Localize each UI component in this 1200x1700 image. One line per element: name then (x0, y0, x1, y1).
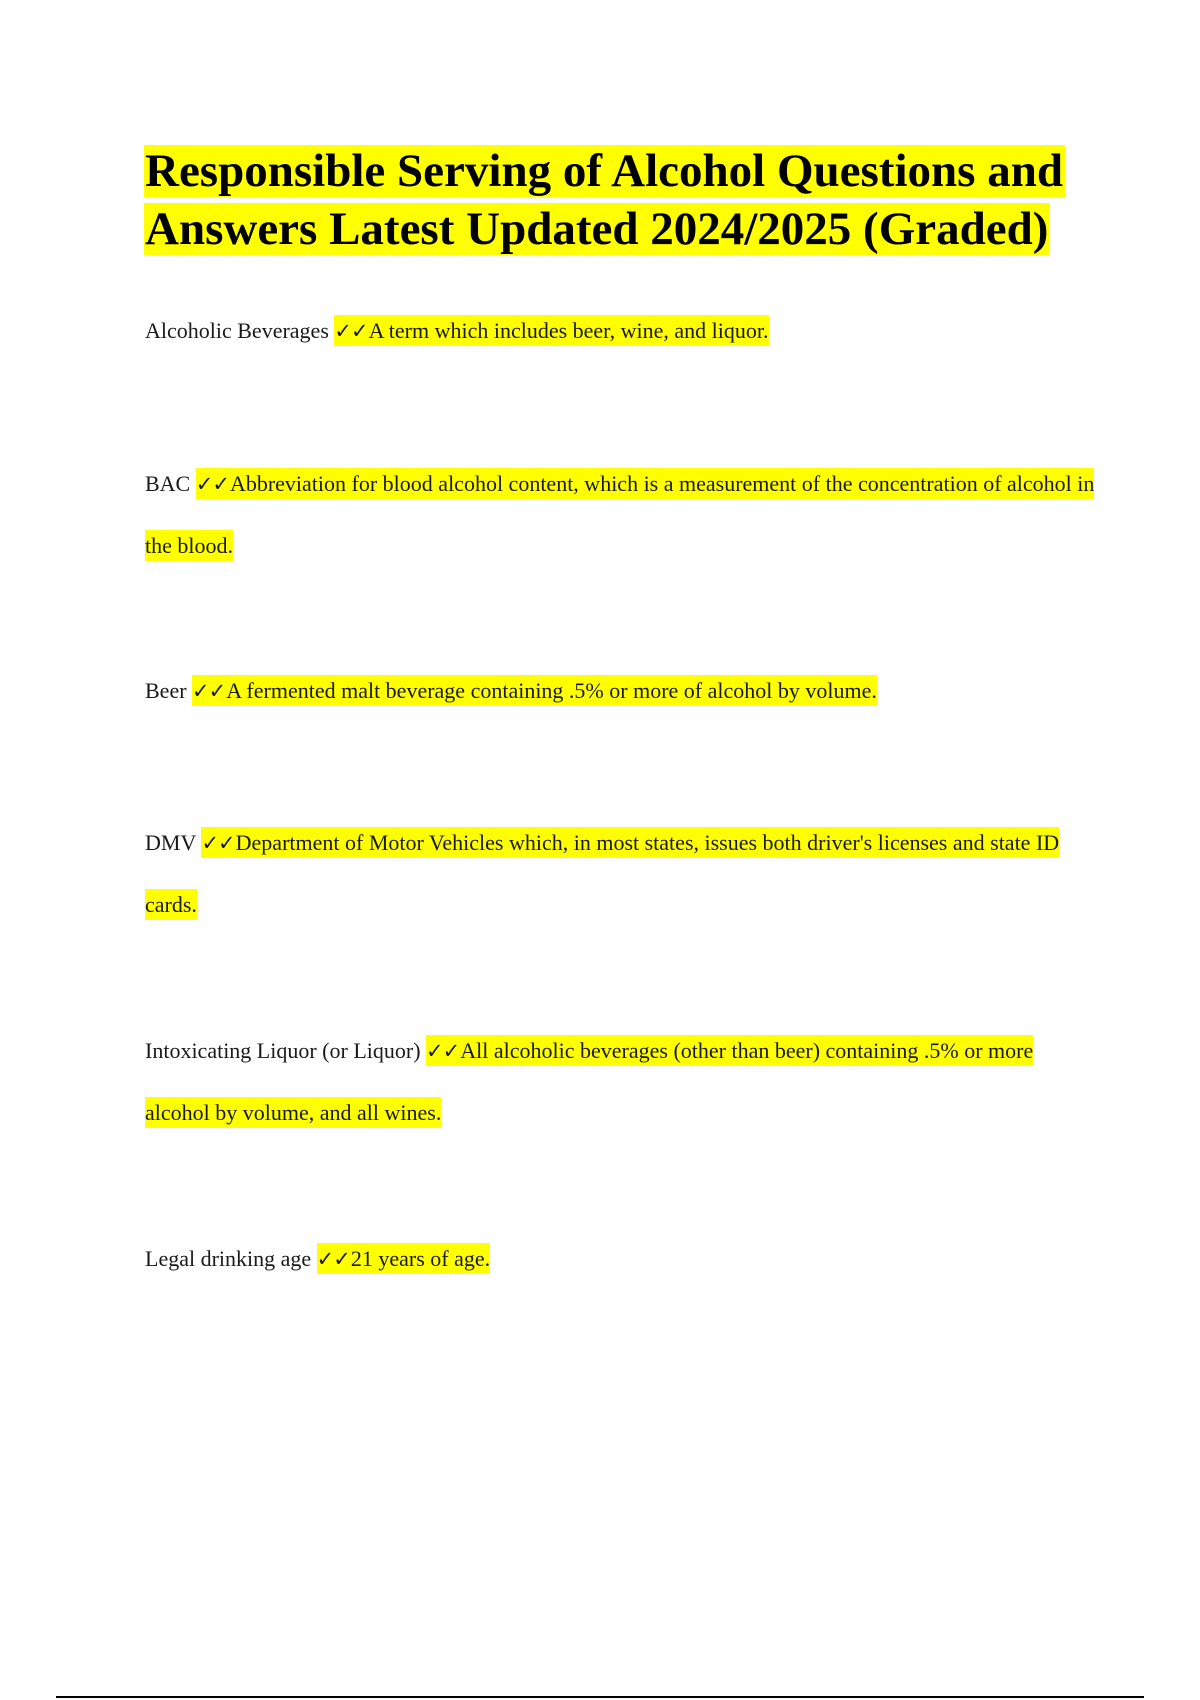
qa-answer-highlight (317, 1243, 490, 1274)
qa-term: Legal drinking age (145, 1246, 312, 1271)
double-check-icon: ✓✓ (334, 319, 368, 343)
title-highlight: Responsible Serving of Alcohol Questions and Answers Latest Updated 2024/2025 (Graded) (145, 145, 1063, 255)
qa-term: Beer (145, 678, 187, 703)
qa-answer: Department of Motor Vehicles which, in most states, issues both driver's licenses and state ID cards. (145, 830, 1060, 917)
qa-entry-bac (145, 453, 1095, 576)
double-check-icon: ✓✓ (195, 472, 229, 496)
qa-answer-highlight (145, 468, 1094, 561)
qa-answer-highlight (192, 675, 877, 706)
qa-answer: Abbreviation for blood alcohol content, which is a measurement of the concentration of alcohol in the blood. (145, 471, 1095, 558)
qa-entry-beer (145, 660, 1095, 722)
qa-answer: 21 years of age. (350, 1246, 491, 1271)
qa-answer: A fermented malt beverage containing .5% or more of alcohol by volume. (226, 678, 877, 703)
qa-term: BAC (145, 471, 191, 496)
double-check-icon: ✓✓ (316, 1247, 350, 1271)
double-check-icon: ✓✓ (426, 1039, 460, 1063)
qa-term: Intoxicating Liquor (or Liquor) (145, 1038, 421, 1063)
qa-term: Alcoholic Beverages (145, 318, 329, 343)
document-title (144, 142, 1174, 258)
double-check-icon: ✓✓ (192, 679, 226, 703)
qa-entry-legal-drinking-age (145, 1228, 1095, 1290)
qa-answer-highlight (145, 827, 1059, 920)
qa-answer: All alcoholic beverages (other than beer) containing .5% or more alcohol by volume, and all wines. (145, 1038, 1034, 1125)
qa-entry-alcoholic-beverages (145, 300, 1095, 362)
double-check-icon: ✓✓ (201, 831, 235, 855)
footer-divider (56, 1696, 1144, 1698)
qa-entry-intoxicating-liquor (145, 1020, 1095, 1143)
qa-term: DMV (145, 830, 196, 855)
qa-entry-dmv (145, 812, 1095, 935)
qa-answer-highlight (334, 315, 768, 346)
qa-answer: A term which includes beer, wine, and liquor. (368, 318, 769, 343)
